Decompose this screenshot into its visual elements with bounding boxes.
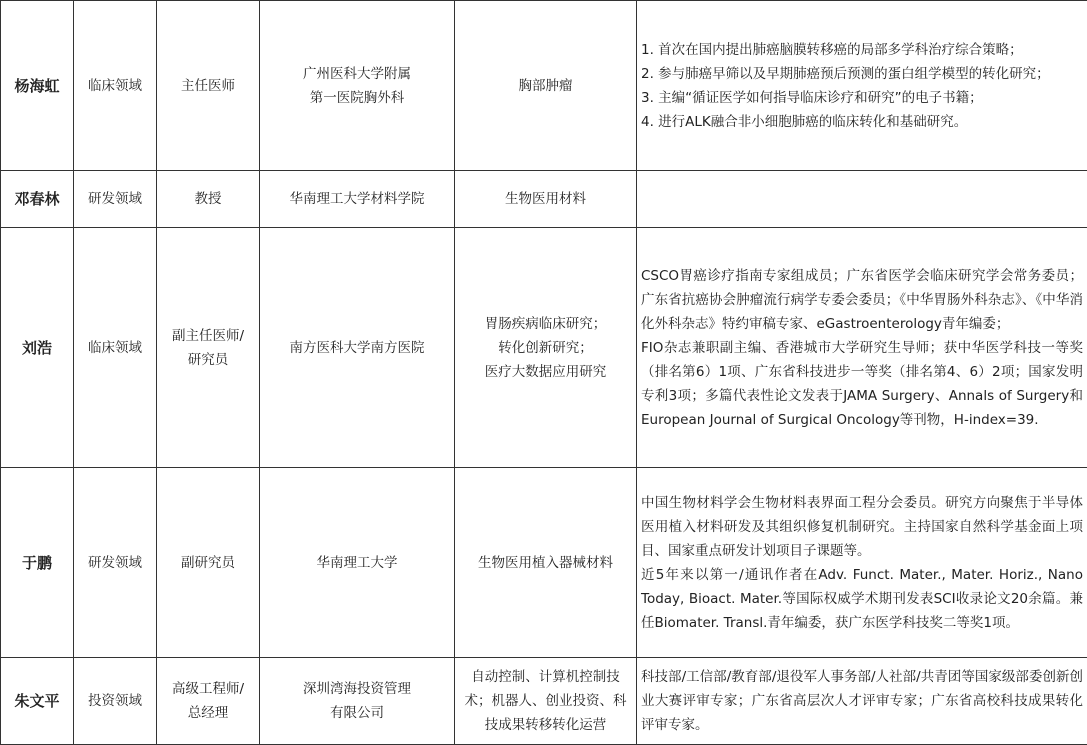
name-cell: 杨海虹 bbox=[1, 1, 74, 171]
description-cell bbox=[637, 1, 1087, 171]
table-row bbox=[1, 658, 1087, 745]
specialty-cell bbox=[455, 1, 637, 171]
title-line: 主任医师 bbox=[161, 74, 255, 98]
institution-line: 广州医科大学附属 bbox=[264, 62, 450, 86]
title-line: 总经理 bbox=[161, 701, 255, 725]
institution-cell bbox=[260, 468, 455, 658]
specialty-cell bbox=[455, 468, 637, 658]
description-paragraph: 2. 参与肺癌早筛以及早期肺癌预后预测的蛋白组学模型的转化研究； bbox=[641, 62, 1083, 86]
description-paragraph: 3. 主编“循证医学如何指导临床诊疗和研究”的电子书籍； bbox=[641, 86, 1083, 110]
field-cell: 临床领域 bbox=[74, 228, 157, 468]
specialty-line: 胸部肿瘤 bbox=[459, 74, 632, 98]
description-paragraph: 1. 首次在国内提出肺癌脑膜转移癌的局部多学科治疗综合策略； bbox=[641, 38, 1083, 62]
name-cell: 刘浩 bbox=[1, 228, 74, 468]
description-cell bbox=[637, 468, 1087, 658]
field-cell: 投资领域 bbox=[74, 658, 157, 745]
institution-cell bbox=[260, 228, 455, 468]
specialty-line: 自动控制、计算机控制技术；机器人、创业投资、科技成果转移转化运营 bbox=[459, 665, 632, 737]
institution-line: 深圳湾海投资管理 bbox=[264, 677, 450, 701]
institution-cell bbox=[260, 658, 455, 745]
specialty-line: 生物医用植入器械材料 bbox=[459, 551, 632, 575]
name-cell: 朱文平 bbox=[1, 658, 74, 745]
specialty-cell bbox=[455, 171, 637, 228]
institution-line: 有限公司 bbox=[264, 701, 450, 725]
description-paragraph: FIO杂志兼职副主编、香港城市大学研究生导师；获中华医学科技一等奖（排名第6）1项、广东省科技进步一等奖（排名第4、6）2项；国家发明专利3项；多篇代表性论文发表于JAMA Surgery、Annals of Surgery和European Journal of Surgical Oncology等刊物，H-index=39. bbox=[641, 336, 1083, 432]
description-cell bbox=[637, 658, 1087, 745]
field-cell: 临床领域 bbox=[74, 1, 157, 171]
title-line: 高级工程师/ bbox=[161, 677, 255, 701]
specialty-line: 医疗大数据应用研究 bbox=[459, 360, 632, 384]
description-paragraph: 近5年来以第一/通讯作者在Adv. Funct. Mater., Mater. Horiz., Nano Today, Bioact. Mater.等国际权威学术期刊发表SCI收录论文20余篇。兼任Biomater. Transl.青年编委，获广东医学科技奖二等奖1项。 bbox=[641, 563, 1083, 635]
institution-line: 第一医院胸外科 bbox=[264, 86, 450, 110]
description-paragraph: CSCO胃癌诊疗指南专家组成员；广东省医学会临床研究学会常务委员；广东省抗癌协会肿瘤流行病学专委会委员；《中华胃肠外科杂志》、《中华消化外科杂志》特约审稿专家、eGastroenterology青年编委； bbox=[641, 264, 1083, 336]
table-row bbox=[1, 228, 1087, 468]
name-cell: 邓春林 bbox=[1, 171, 74, 228]
title-cell bbox=[157, 228, 260, 468]
title-cell bbox=[157, 658, 260, 745]
description-paragraph: 科技部/工信部/教育部/退役军人事务部/人社部/共青团等国家级部委创新创业大赛评审专家；广东省高层次人才评审专家；广东省高校科技成果转化评审专家。 bbox=[641, 665, 1083, 737]
description-cell bbox=[637, 228, 1087, 468]
institution-line: 华南理工大学 bbox=[264, 551, 450, 575]
table-row bbox=[1, 1, 1087, 171]
field-cell: 研发领域 bbox=[74, 468, 157, 658]
description-paragraph: 4. 进行ALK融合非小细胞肺癌的临床转化和基础研究。 bbox=[641, 110, 1083, 134]
name-cell: 于鹏 bbox=[1, 468, 74, 658]
title-cell bbox=[157, 171, 260, 228]
institution-cell bbox=[260, 171, 455, 228]
title-cell bbox=[157, 468, 260, 658]
specialty-cell bbox=[455, 658, 637, 745]
institution-line: 华南理工大学材料学院 bbox=[264, 187, 450, 211]
title-cell bbox=[157, 1, 260, 171]
field-cell: 研发领域 bbox=[74, 171, 157, 228]
title-line: 研究员 bbox=[161, 348, 255, 372]
table-row bbox=[1, 468, 1087, 658]
table-row bbox=[1, 171, 1087, 228]
specialty-line: 胃肠疾病临床研究； bbox=[459, 312, 632, 336]
title-line: 教授 bbox=[161, 187, 255, 211]
specialty-cell bbox=[455, 228, 637, 468]
title-line: 副主任医师/ bbox=[161, 324, 255, 348]
institution-cell bbox=[260, 1, 455, 171]
specialty-line: 生物医用材料 bbox=[459, 187, 632, 211]
description-cell bbox=[637, 171, 1087, 228]
description-paragraph: 中国生物材料学会生物材料表界面工程分会委员。研究方向聚焦于半导体医用植入材料研发及其组织修复机制研究。主持国家自然科学基金面上项目、国家重点研发计划项目子课题等。 bbox=[641, 491, 1083, 563]
specialty-line: 转化创新研究； bbox=[459, 336, 632, 360]
institution-line: 南方医科大学南方医院 bbox=[264, 336, 450, 360]
title-line: 副研究员 bbox=[161, 551, 255, 575]
